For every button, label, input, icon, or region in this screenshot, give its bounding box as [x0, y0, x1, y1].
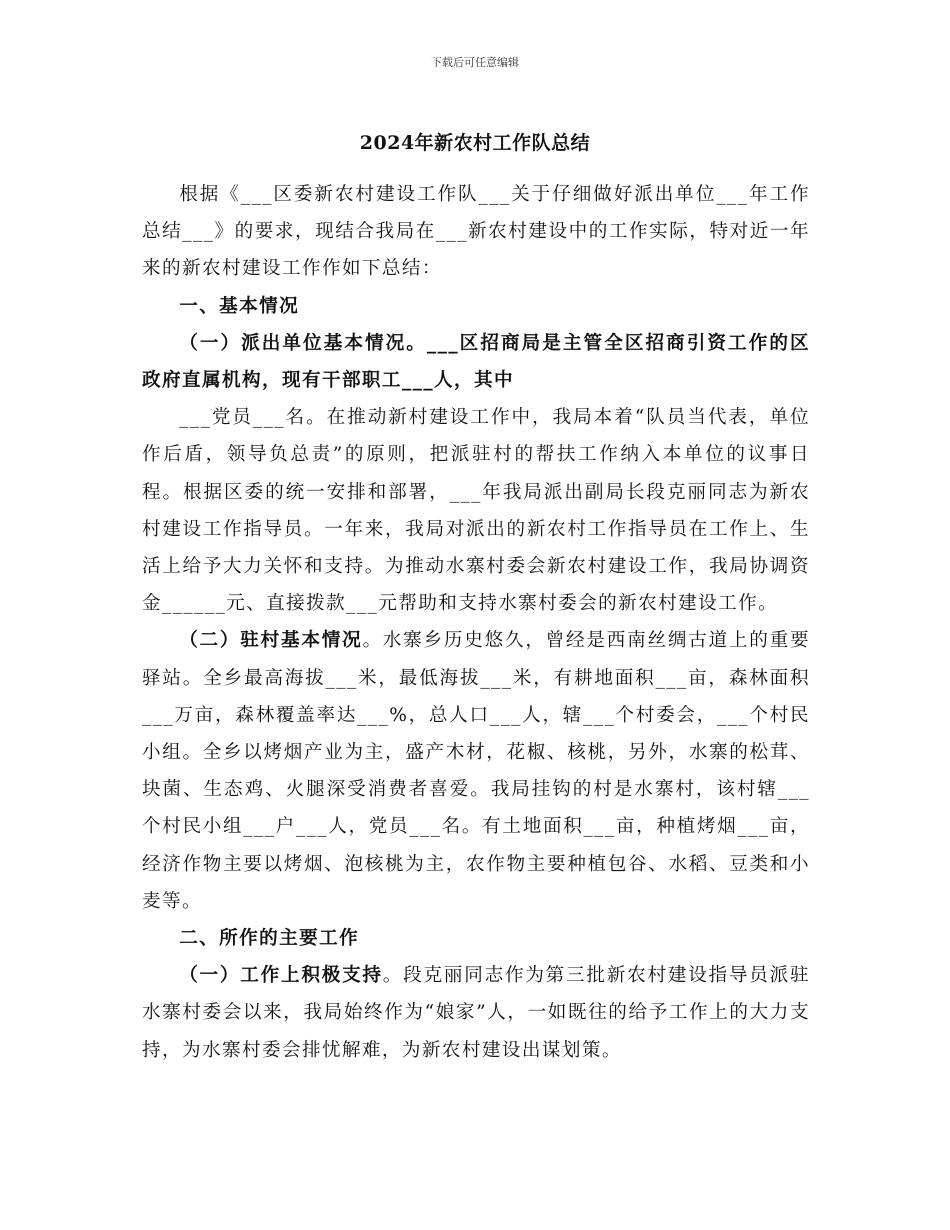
section-heading-work [142, 920, 810, 957]
document-title: 2024年新农村工作队总结 [359, 132, 591, 154]
subsection-lead: （一）工作上积极支持 [179, 965, 383, 987]
document-body [142, 176, 810, 1069]
paragraph-party-members [142, 399, 810, 622]
paragraph-text: 。段克丽同志作为第三批新农村建设指导员派驻水寨村委会以来，我局始终作为“娘家”人，一如既往的给予工作上的大力支持，为水寨村委会排忧解难，为新农村建设出谋划策。 [142, 965, 810, 1061]
subsection-lead: （二）驻村基本情况 [179, 630, 363, 652]
paragraph-text: 根据《___区委新农村建设工作队___关于仔细做好派出单位___年工作总结___》的要求，现结合我局在___新农村建设中的工作实际，特对近一年来的新农村建设工作作如下总结： [142, 184, 810, 280]
subsection-dispatch-unit [142, 325, 810, 399]
section-heading-basic [142, 288, 810, 325]
heading-text: 二、所作的主要工作 [179, 928, 360, 950]
subsection-work-support [142, 957, 810, 1069]
intro-paragraph [142, 176, 810, 288]
header-note: 下载后可任意编辑 [431, 56, 519, 69]
subsection-lead: （一）派出单位基本情况。___区招商局是主管全区招商引资工作的区政府直属机构，现有干部职工___人，其中 [142, 332, 810, 392]
paragraph-text: 。水寨乡历史悠久，曾经是西南丝绸古道上的重要驿站。全乡最高海拔___米，最低海拔___米，有耕地面积___亩，森林面积___万亩，森林覆盖率达___%，总人口___人，辖___个村委会，___个村民小组。全乡以烤烟产业为主，盛产木材，花椒、核桃，另外，水寨的松茸、块菌、生态鸡、火腿深受消费者喜爱。我局挂钩的村是水寨村，该村辖___个村民小组___户___人，党员___名。有土地面积___亩，种植烤烟___亩，经济作物主要以烤烟、泡核桃为主，农作物主要种植包谷、水稻、豆类和小麦等。 [142, 630, 810, 912]
subsection-village [142, 622, 810, 920]
heading-text: 一、基本情况 [179, 295, 300, 317]
paragraph-text: ___党员___名。在推动新村建设工作中，我局本着“队员当代表，单位作后盾，领导负总责”的原则，把派驻村的帮扶工作纳入本单位的议事日程。根据区委的统一安排和部署，___年我局派出副局长段克丽同志为新农村建设工作指导员。一年来，我局对派出的新农村工作指导员在工作上、生活上给予大力关怀和支持。为推动水寨村委会新农村建设工作，我局协调资金______元、直接拨款___元帮助和支持水寨村委会的新农村建设工作。 [142, 407, 810, 615]
